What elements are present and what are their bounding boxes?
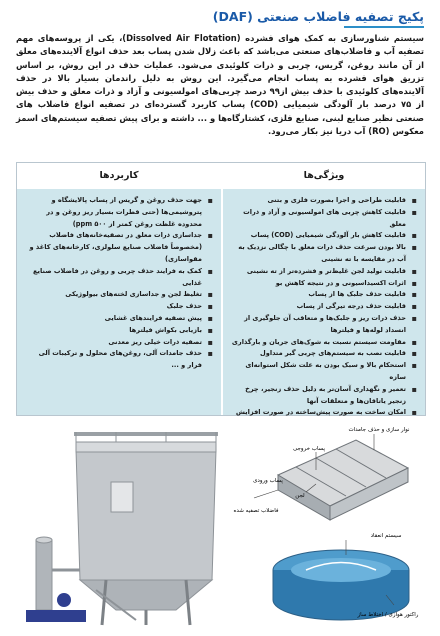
features-column [223, 189, 425, 415]
feature-item: ▪ بالا بودن سرعت حذف ذرات معلق با چگالی نزدیک به آب در مقایسه با ته نشینی [229, 242, 417, 266]
page-title: پکیج تصفیه فاضلاب صنعتی (DAF) [212, 9, 424, 24]
label-reactor: راکتور هوازی / اختلاط ساز [357, 612, 419, 618]
applications-header: کاربردها [17, 163, 221, 189]
feature-item: ▪ حذف ذرات ریز و جلبک‌ها و متعاقب آن جلوگیری از انسداد لوله‌ها و فیلترها [229, 313, 417, 337]
applications-column [17, 189, 221, 415]
feature-item: ▪ امکان ساخت به صورت پیش‌ساخته در صورت افزایش [229, 407, 417, 431]
daf-schematic [231, 420, 421, 630]
feature-item: ▪ اثرات اکسیداسیونی و در نتیجه کاهش بو [229, 278, 417, 290]
column-separator [221, 163, 223, 415]
label-sludge: لجن [295, 493, 305, 499]
label-outlet: پساب خروجی [292, 446, 326, 452]
application-item: ▪ حذف جامدات آلی، روغن‌های محلول و ترکیبات آلی فرار و ... [23, 348, 213, 372]
feature-item: ▪ استحکام بالا و سبک بودن به علت شکل استوانه‌ای سازه [229, 360, 417, 384]
label-coagulation-system: سیستم انعقاد [370, 533, 402, 539]
application-item: ▪ تغلیظ لجن و جداسازی لخته‌های بیولوژیکی [23, 289, 213, 301]
application-item: ▪ پیش تصفیه فرایندهای غشایی [23, 313, 213, 325]
application-item: ▪ جهت حذف روغن و گریس از پساب پالایشگاه و پتروشیمی‌ها (حتی قطرات بسیار ریز روغن و در محدوده غلظت روغن کمتر از ۵۰۰ ppm) [23, 195, 213, 230]
feature-item: ▪ مقاومت سیستم نسبت به شوک‌های جریان و بارگذاری [229, 337, 417, 349]
feature-item: ▪ تعمیر و نگهداری آسان‌تر به دلیل حذف زنجیر، چرخ زنجیر یاتاقان‌ها و متعلقات آنها [229, 384, 417, 408]
feature-item: ▪ قابلیت تولید لجن غلیظ‌تر و فشرده‌تر از ته نشینی [229, 266, 417, 278]
intro-paragraph: سیستم شناورسازی به کمک هوای فشرده (Dissolved Air Flotation)، یکی از پروسه‌های مهم تصفیه آب و فاضلاب‌های صنعتی می‌باشد که باعث زلال شدن پساب بعد حذف انواع آلاینده‌های معلق از آن مانند روغن، گریس، چربی و ذرات کلوئیدی می‌شود. عملیات حذف در این روش، بر اساس تزریق هوای فشرده به پساب انجام می‌گیرد. این روش به دلیل راندمان بسیار بالا در حذف آلاینده‌های کلوئیدی با حذف بیش از۹۹ درصد چربی‌های امولسیونی و آزاد و ذرات معلق و حذف بیش از ۷۵ درصد بار آلودگی شیمیایی (COD) پساب کاربرد گسترده‌ای در تصفیه انواع فاضلاب های صنعتی نظیر صنایع لبنی، صنایع فلزی، کشتارگاه‌ها و ... داشته و برای پیش تصفیه سیستم‌های اسمز معکوس (RO) آب دریا نیز بکار می‌رود. [16, 33, 424, 137]
feature-item: ▪ قابلیت طراحی و اجرا بصورت فلزی و بتنی [229, 195, 417, 207]
feature-item: ▪ قابلیت حذف درجه تیرگی از پساب [229, 301, 417, 313]
application-item: ▪ حذف جلبک [23, 301, 213, 313]
feature-item: ▪ قابلیت کاهش بار آلودگی شیمیایی (COD) پساب [229, 230, 417, 242]
applications-list [17, 195, 221, 372]
label-scraper: نوار سازی و حذف جامدات [348, 427, 410, 433]
application-item: ▪ جداسازی ذرات معلق در تصفیه‌خانه‌های فاضلاب (مخصوصاً فاضلاب صنایع سلولزی، کارخانه‌های کاغذ و مقواسازی) [23, 230, 213, 265]
label-inlet: پساب ورودی [253, 478, 283, 484]
label-clean-water: فاضلاب تصفیه شده [233, 508, 279, 514]
application-item: ▪ تصفیه ذرات خیلی ریز معدنی [23, 337, 213, 349]
title-underline [344, 26, 424, 28]
features-applications-table [16, 162, 426, 416]
application-item: ▪ بازیابی بکواش فیلترها [23, 325, 213, 337]
daf-illustration [16, 420, 424, 630]
feature-item: ▪ قابلیت نصب به سیستم‌های چربی گیر متداول [229, 348, 417, 360]
feature-item: ▪ قابلیت کاهش چربی های امولسیونی و آزاد و ذرات معلق [229, 207, 417, 231]
features-list [223, 195, 425, 431]
application-item: ▪ کمک به فرایند حذف چربی و روغن در فاضلاب صنایع غذایی [23, 266, 213, 290]
features-header: ویژگی‌ها [223, 163, 425, 189]
feature-item: ▪ قابلیت حذف جلبک ها از پساب [229, 289, 417, 301]
